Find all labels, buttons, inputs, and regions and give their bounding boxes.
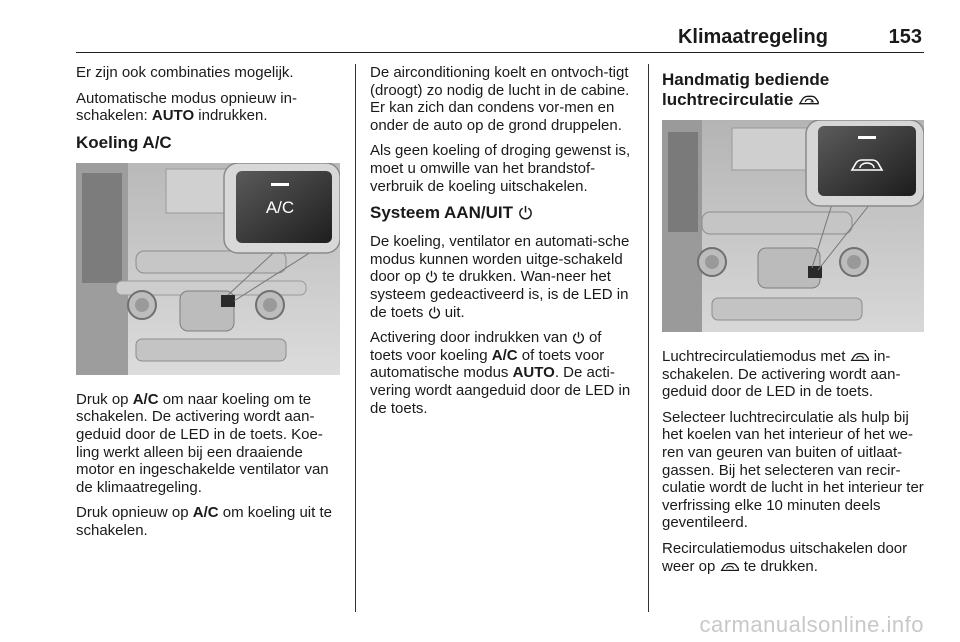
paragraph [76,504,344,539]
power-icon [518,205,533,220]
recirculation-icon [798,93,820,107]
text: in-schakelen. De activering wordt aan-geduid door de LED in de toets. [662,348,901,401]
watermark: carmanualsonline.info [699,612,924,637]
text: te drukken. [739,557,818,575]
text: om naar koeling om te schakelen. De activering wordt aan-geduid door de LED in de toets. Koe-ling werkt alleen bij een draaiende motor en ingeschakelde ventilator van de klimaatregeling. [76,390,329,496]
paragraph [370,233,636,321]
text: Druk opnieuw op [76,504,193,522]
recirculation-button-figure [662,120,924,332]
paragraph [662,540,926,575]
paragraph: Selecteer luchtrecirculatie als hulp bij het koelen van het interieur of het we-ren van geuren van buiten of uitlaat-gassen. Bij het selecteren van recir-culatie wordt de lucht in het interieur ter verfrissing elke 10 minuten deels geventileerd. [662,408,924,532]
power-icon [428,306,441,319]
text: om koeling uit te schakelen. [76,504,332,539]
text: of toets voor automatische modus [370,346,605,382]
paragraph [662,348,926,401]
text: of toets voor koeling [370,329,602,364]
page-number: 153 [888,26,922,48]
section-heading [370,203,636,223]
text: Luchtrecirculatiemodus met [662,348,850,365]
bold-text: A/C [491,346,518,364]
text: Activering door indrukken van [370,329,572,347]
text: te drukken. Wan-neer het systeem gedeactiveerd is, is de LED in de toets [370,268,629,321]
text: De koeling, ventilator en automati-sche modus kunnen worden uitge-schakeld door op [370,233,630,286]
text: Druk op [76,390,133,408]
paragraph: Als geen koeling of droging gewenst is, moet u omwille van het brandstof-verbruik de koeling uitschakelen. [370,142,631,195]
recirculation-icon [850,351,870,363]
paragraph [76,90,344,125]
column-2 [370,64,636,425]
page-header [76,24,924,53]
ac-button-figure [76,163,340,375]
figure-button-label: A/C [265,197,295,217]
heading-text: Systeem AAN/UIT [370,203,518,223]
section-heading: Koeling A/C [76,132,172,152]
text: indrukken. [194,107,268,125]
paragraph [76,391,344,497]
text: Recirculatiemodus uitschakelen door weer op [662,539,908,575]
text: . De acti-vering wordt aangeduid door de LED in de toets. [370,364,631,417]
bold-text: AUTO [512,364,555,382]
text: uit. [440,303,465,321]
bold-text: A/C [132,390,159,408]
power-icon [425,270,438,283]
section-heading [662,70,926,110]
heading-text: luchtrecirculatie [662,90,799,109]
text: Automatische modus opnieuw in-schakelen: [76,89,297,125]
column-3 [662,64,926,583]
heading-text: Handmatig bediende [662,70,830,89]
power-icon [572,331,585,344]
column-divider [648,64,649,612]
paragraph: Er zijn ook combinaties mogelijk. [76,64,294,81]
bold-text: AUTO [151,107,195,125]
chapter-title: Klimaatregeling [677,26,828,48]
paragraph: De airconditioning koelt en ontvoch-tigt (droogt) zo nodig de lucht in de cabine. Er kan zich dan condens vor-men en onder de auto op de grond druppelen. [370,64,630,134]
bold-text: A/C [192,504,219,522]
column-divider [355,64,356,612]
recirculation-icon [720,561,740,573]
paragraph [370,329,636,417]
column-1 [76,64,344,548]
